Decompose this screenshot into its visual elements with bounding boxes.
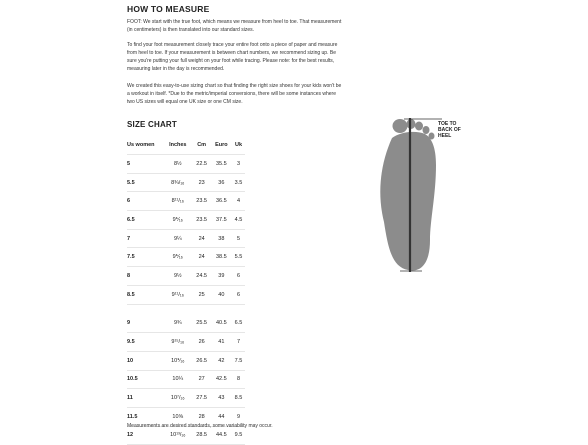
- cell-cm: 27: [193, 370, 211, 389]
- cell-euro: 39: [211, 267, 232, 286]
- cell-cm: 25: [193, 285, 211, 304]
- cell-us-women: 8: [127, 267, 163, 286]
- table-row: [127, 248, 245, 267]
- size-chart-table: [127, 135, 245, 445]
- table-row: [127, 155, 245, 174]
- cell-us-women: 10: [127, 351, 163, 370]
- big-toe-shape: [393, 119, 408, 133]
- table-row: [127, 267, 245, 286]
- cell-euro: 41: [211, 333, 232, 352]
- size-chart-header-row: [127, 135, 245, 155]
- cell-us-women: 7: [127, 229, 163, 248]
- cell-euro: 43: [211, 389, 232, 408]
- cell-us-women: 11.5: [127, 407, 163, 426]
- cell-uk: 6: [232, 267, 245, 286]
- cell-cm: 23: [193, 173, 211, 192]
- cell-euro: 37.5: [211, 211, 232, 230]
- cell-cm: 24.5: [193, 267, 211, 286]
- table-row: [127, 285, 245, 304]
- sole-shape: [380, 132, 436, 271]
- cell-uk: 9.5: [232, 426, 245, 445]
- cell-euro: 44.5: [211, 426, 232, 445]
- cell-uk: 3: [232, 155, 245, 174]
- cell-us-women: 5.5: [127, 173, 163, 192]
- how-to-measure-title: HOW TO MEASURE: [127, 4, 210, 14]
- cell-us-women: 12: [127, 426, 163, 445]
- cell-euro: 35.5: [211, 155, 232, 174]
- cell-us-women: 7.5: [127, 248, 163, 267]
- column-header-euro: Euro: [211, 135, 232, 155]
- cell-uk: 5.5: [232, 248, 245, 267]
- column-header-inches: Inches: [163, 135, 193, 155]
- cell-euro: 38.5: [211, 248, 232, 267]
- cell-inches: 10⅟₁₆: [163, 351, 193, 370]
- cell-cm: 28: [193, 407, 211, 426]
- cell-uk: 6: [232, 285, 245, 304]
- cell-inches: 9¹⁵/₁₆: [163, 333, 193, 352]
- cell-us-women: 6: [127, 192, 163, 211]
- cell-uk: 4.5: [232, 211, 245, 230]
- cell-inches: 10¼: [163, 370, 193, 389]
- cell-uk: 8: [232, 370, 245, 389]
- cell-euro: 38: [211, 229, 232, 248]
- cell-euro: 36: [211, 173, 232, 192]
- cell-cm: 24: [193, 248, 211, 267]
- size-chart-title: SIZE CHART: [127, 120, 177, 129]
- cell-inches: 8¾/₁₆: [163, 173, 193, 192]
- table-row: [127, 304, 245, 333]
- column-header-us-women: Us women: [127, 135, 163, 155]
- cell-euro: 40.5: [211, 304, 232, 333]
- cell-inches: 8½: [163, 155, 193, 174]
- size-chart-body: [127, 155, 245, 445]
- tracing-instructions-paragraph: To find your foot measurement closely trace your entire foot onto a piece of paper and measure from heel to toe. If your measurement is between chart numbers, we recommend sizing up. Be sure you're putting your full weight on your foot while tracing. Please note: for the best results, measuring later in the day is recommended.: [127, 42, 338, 72]
- cell-inches: 9⅟₁₆: [163, 211, 193, 230]
- cell-us-women: 9.5: [127, 333, 163, 352]
- cell-inches: 8¹¹/₁₆: [163, 192, 193, 211]
- cell-cm: 23.5: [193, 192, 211, 211]
- cell-inches: 10¹³/₁₆: [163, 426, 193, 445]
- table-row: [127, 173, 245, 192]
- table-row: [127, 351, 245, 370]
- cell-uk: 7: [232, 333, 245, 352]
- cell-uk: 4: [232, 192, 245, 211]
- table-row: [127, 370, 245, 389]
- cell-euro: 36.5: [211, 192, 232, 211]
- cell-uk: 6.5: [232, 304, 245, 333]
- cell-inches: 9¼: [163, 229, 193, 248]
- cell-inches: 9½: [163, 267, 193, 286]
- cell-inches: 9¾: [163, 304, 193, 333]
- cell-us-women: 11: [127, 389, 163, 408]
- cell-uk: 8.5: [232, 389, 245, 408]
- cell-cm: 22.5: [193, 155, 211, 174]
- cell-cm: 27.5: [193, 389, 211, 408]
- column-header-uk: Uk: [232, 135, 245, 155]
- cell-us-women: 8.5: [127, 285, 163, 304]
- cell-inches: 9⅟₁₆: [163, 248, 193, 267]
- cell-uk: 3.5: [232, 173, 245, 192]
- table-row: [127, 389, 245, 408]
- table-row: [127, 211, 245, 230]
- cell-us-women: 10.5: [127, 370, 163, 389]
- toe-to-heel-label-line: BACK OF: [438, 127, 461, 133]
- cell-cm: 26.5: [193, 351, 211, 370]
- toe-to-heel-label-line: TOE TO: [438, 121, 457, 127]
- cell-us-women: 9: [127, 304, 163, 333]
- cell-euro: 44: [211, 407, 232, 426]
- cell-cm: 26: [193, 333, 211, 352]
- cell-us-women: 5: [127, 155, 163, 174]
- cell-euro: 42.5: [211, 370, 232, 389]
- third-toe-shape: [415, 122, 423, 131]
- cell-cm: 25.5: [193, 304, 211, 333]
- cell-euro: 40: [211, 285, 232, 304]
- cell-cm: 23.5: [193, 211, 211, 230]
- cell-inches: 9¹¹/₁₆: [163, 285, 193, 304]
- foot-definition-paragraph: FOOT: We start with the true foot, which means we measure from heel to toe. That measurement (in centimeters) is then translated into our standard sizes.: [127, 19, 342, 33]
- foot-silhouette: [380, 119, 436, 270]
- column-header-cm: Cm: [193, 135, 211, 155]
- cell-cm: 24: [193, 229, 211, 248]
- cell-cm: 28.5: [193, 426, 211, 445]
- table-row: [127, 229, 245, 248]
- cell-euro: 42: [211, 351, 232, 370]
- table-row: [127, 333, 245, 352]
- toe-to-heel-label-line: HEEL: [438, 133, 452, 139]
- cell-uk: 5: [232, 229, 245, 248]
- cell-us-women: 6.5: [127, 211, 163, 230]
- table-row: [127, 192, 245, 211]
- cell-uk: 7.5: [232, 351, 245, 370]
- size-chart-footnote: Measurements are desired standards, some variability may occur.: [127, 423, 273, 429]
- cell-inches: 10⅝: [163, 407, 193, 426]
- cell-inches: 10⁷/₁₆: [163, 389, 193, 408]
- cell-uk: 9: [232, 407, 245, 426]
- fourth-toe-shape: [423, 126, 430, 134]
- toe-to-heel-label: [438, 121, 468, 139]
- sizing-chart-note-paragraph: We created this easy-to-use sizing chart so that finding the right size shoes for your kids won't be a workout in itself. *Due to the metric/imperial conversions, there will be some instances where two US sizes will equal one UK size or one CM size.: [127, 83, 342, 105]
